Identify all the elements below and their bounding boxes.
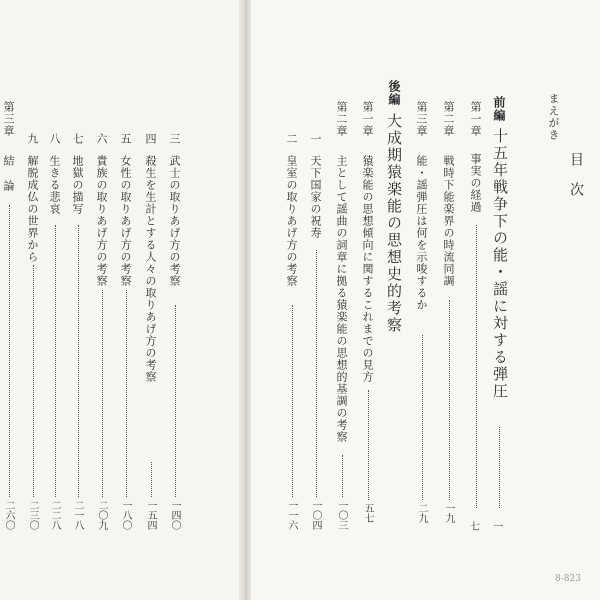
toc-s6-page: 二〇九 bbox=[96, 500, 107, 530]
toc-p1c1-title: 事実の経過 bbox=[469, 153, 482, 213]
toc-s6-leader bbox=[102, 290, 103, 497]
toc-part1-title: 十五年戦争下の能・謡に対する弾圧 bbox=[491, 128, 509, 400]
toc-s3-title: 武士の取りあげ方の考察 bbox=[168, 155, 181, 287]
toc-s1-title: 天下国家の祝寿 bbox=[309, 155, 322, 239]
toc-p2c2-title: 主として謡曲の詞章に拠る猿楽能の思想的基調の考察 bbox=[335, 155, 348, 443]
toc-s5-page: 一八〇 bbox=[120, 500, 131, 530]
toc-p2c1-title: 猿楽能の思想傾向に関するこれまでの見方 bbox=[361, 155, 374, 383]
toc-s2-leader bbox=[292, 305, 293, 497]
toc-part2-title: 大成期猿楽能の思想史的考察 bbox=[385, 113, 403, 334]
toc-s2-title: 皇室の取りあげ方の考察 bbox=[285, 155, 298, 287]
toc-part1-leader bbox=[499, 427, 500, 508]
toc-p1c3-title: 能・謡弾圧は何を示唆するか bbox=[415, 155, 428, 311]
toc-s8-page: 二二八 bbox=[49, 500, 60, 530]
toc-title: 目次 bbox=[568, 152, 584, 212]
toc-part2-label: 後編 bbox=[387, 80, 401, 106]
toc-p2c2-page: 一〇三 bbox=[336, 500, 347, 530]
toc-p1c3-leader bbox=[422, 335, 423, 500]
toc-s2-label: 二 bbox=[285, 133, 298, 145]
library-stamp: 8-823 bbox=[555, 574, 581, 584]
toc-s6-label: 六 bbox=[95, 133, 108, 145]
toc-s4-page: 一五四 bbox=[145, 500, 156, 530]
toc-p2c2-label: 第二章 bbox=[335, 101, 348, 137]
toc-p1c1-label: 第一章 bbox=[469, 101, 482, 137]
toc-p2c1-label: 第一章 bbox=[361, 101, 374, 137]
toc-s3-leader bbox=[175, 305, 176, 497]
toc-p2c3-label: 第三章 bbox=[2, 101, 15, 137]
toc-part1-label: 前編 bbox=[492, 96, 506, 122]
toc-s2-page: 一一六 bbox=[286, 500, 297, 530]
toc-s5-title: 女性の取りあげ方の考察 bbox=[119, 155, 132, 287]
toc-s7-page: 二一八 bbox=[72, 500, 83, 530]
toc-maegaki: まえがき bbox=[547, 93, 560, 141]
toc-s3-label: 三 bbox=[168, 133, 181, 145]
toc-p1c1-page: 七 bbox=[470, 522, 480, 533]
toc-s9-leader bbox=[33, 265, 34, 497]
toc-s1-leader bbox=[316, 250, 317, 497]
toc-p2c3-leader bbox=[9, 205, 10, 497]
toc-p1c2-label: 第二章 bbox=[442, 101, 455, 137]
toc-s8-title: 生きる悲哀 bbox=[48, 155, 61, 215]
toc-p1c2-page: 一九 bbox=[443, 503, 454, 523]
toc-s1-label: 一 bbox=[309, 133, 322, 145]
toc-s7-label: 七 bbox=[71, 133, 84, 145]
toc-s4-leader bbox=[151, 462, 152, 497]
toc-s4-title: 殺生を生計とする人々の取りあげ方の考察 bbox=[144, 155, 157, 383]
toc-s7-leader bbox=[78, 225, 79, 497]
toc-s7-title: 地獄の描写 bbox=[71, 155, 84, 215]
toc-p2c1-leader bbox=[368, 390, 369, 500]
toc-s4-label: 四 bbox=[144, 133, 157, 145]
toc-p1c1-leader bbox=[476, 225, 477, 508]
toc-p1c2-leader bbox=[449, 300, 450, 500]
toc-s8-leader bbox=[55, 225, 56, 497]
toc-p1c2-title: 戦時下能楽界の時流同調 bbox=[442, 155, 455, 287]
toc-p1c3-page: 二九 bbox=[416, 503, 427, 523]
toc-p2c1-page: 五七 bbox=[362, 503, 373, 523]
toc-s1-page: 一〇四 bbox=[310, 500, 321, 530]
toc-p2c3-title: 結論 bbox=[2, 155, 15, 205]
book-gutter bbox=[239, 0, 251, 600]
toc-s5-leader bbox=[126, 290, 127, 497]
toc-part1-page: 一 bbox=[493, 522, 503, 533]
toc-s9-page: 二三〇 bbox=[27, 500, 38, 530]
toc-p1c3-label: 第三章 bbox=[415, 101, 428, 137]
toc-s9-title: 解脱成仏の世界から bbox=[26, 155, 39, 263]
toc-s8-label: 八 bbox=[48, 133, 61, 145]
toc-s9-label: 九 bbox=[26, 133, 39, 145]
toc-s5-label: 五 bbox=[119, 133, 132, 145]
toc-s6-title: 貴族の取りあげ方の考察 bbox=[95, 155, 108, 287]
toc-p2c2-leader bbox=[342, 455, 343, 497]
toc-s3-page: 一四〇 bbox=[169, 500, 180, 530]
toc-p2c3-page: 二六〇 bbox=[3, 500, 14, 530]
